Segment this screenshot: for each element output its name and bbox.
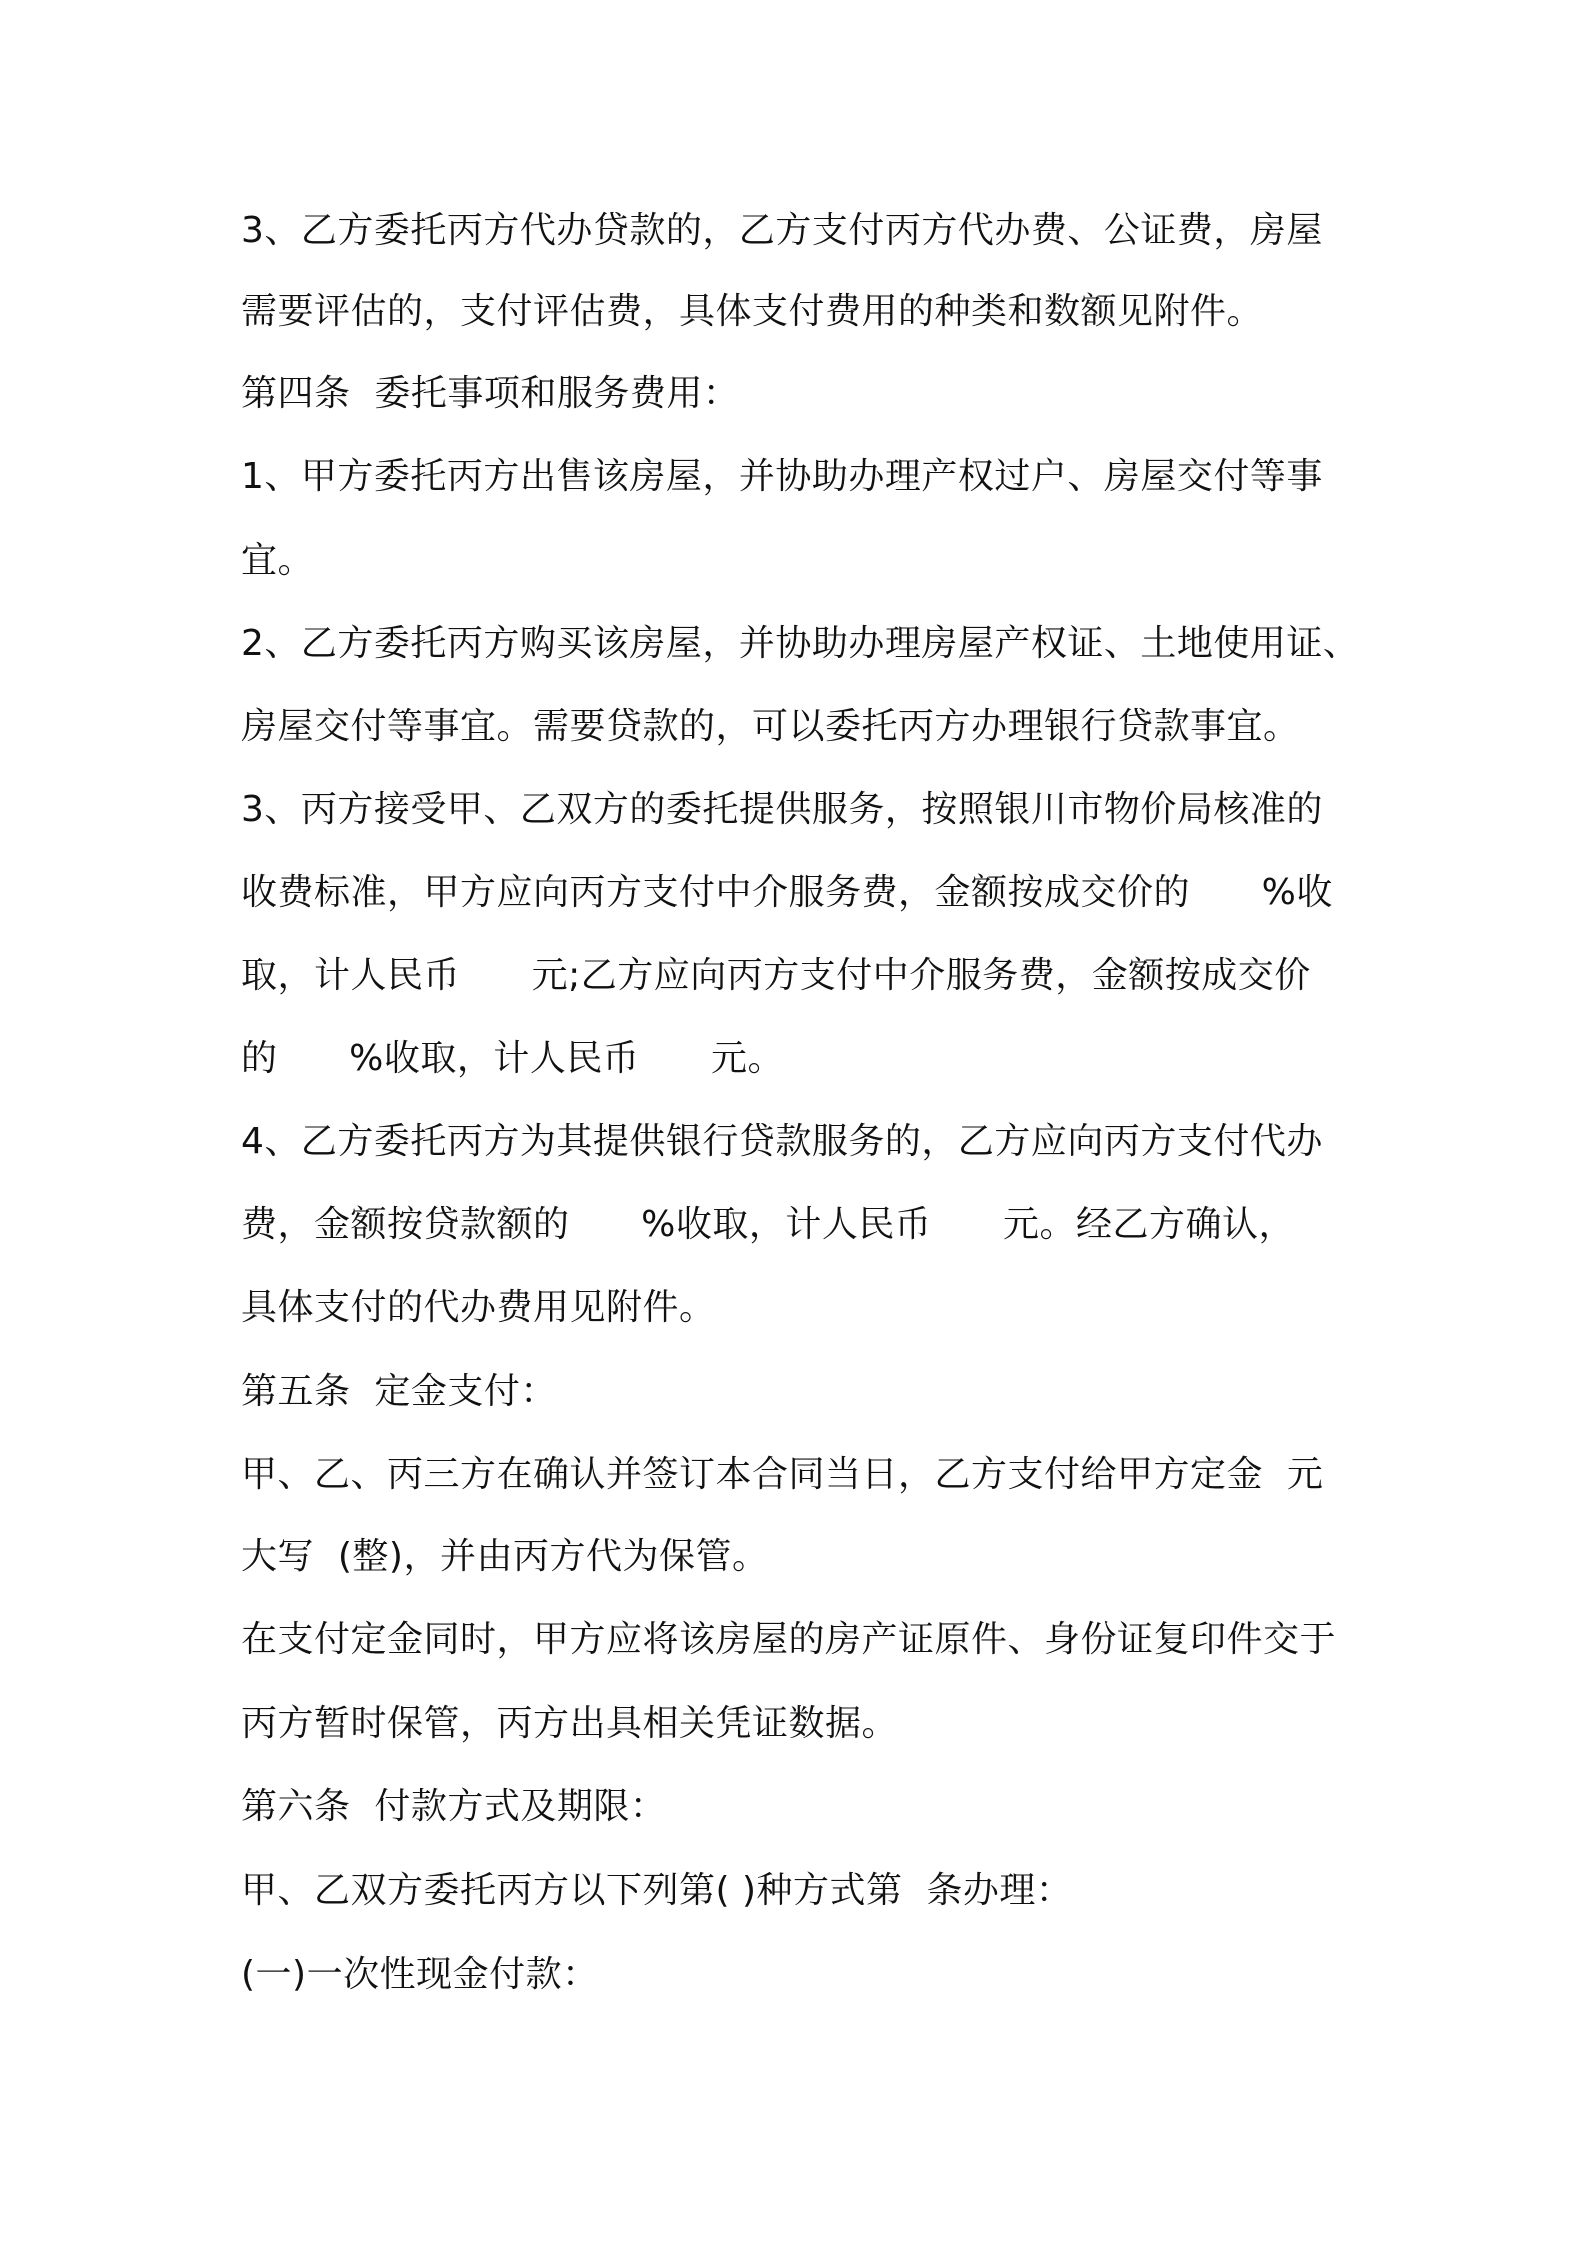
text-line: 收费标准，甲方应向丙方支付中介服务费，金额按成交价的 %收 xyxy=(241,872,1333,913)
text-line: 具体支付的代办费用见附件。 xyxy=(241,1287,716,1328)
text-line: 丙方暂时保管，丙方出具相关凭证数据。 xyxy=(241,1703,899,1744)
text-line: 宜。 xyxy=(241,540,315,581)
text-line: 甲、乙双方委托丙方以下列第( )种方式第 条办理： xyxy=(241,1870,1073,1911)
text-line: 费，金额按贷款额的 %收取，计人民币 元。经乙方确认， xyxy=(241,1204,1296,1245)
text-line: 需要评估的，支付评估费，具体支付费用的种类和数额见附件。 xyxy=(241,291,1264,332)
text-line: 4、乙方委托丙方为其提供银行贷款服务的，乙方应向丙方支付代办 xyxy=(241,1121,1323,1162)
text-line: 甲、乙、丙三方在确认并签订本合同当日，乙方支付给甲方定金 元 xyxy=(241,1454,1324,1495)
text-line: 的 %收取，计人民币 元。 xyxy=(241,1038,785,1079)
text-line: 在支付定金同时，甲方应将该房屋的房产证原件、身份证复印件交于 xyxy=(241,1619,1337,1660)
text-line: 2、乙方委托丙方购买该房屋，并协助办理房屋产权证、土地使用证、 xyxy=(241,623,1360,664)
section-heading: 第六条 付款方式及期限： xyxy=(241,1786,667,1827)
section-heading: 第五条 定金支付： xyxy=(241,1371,557,1412)
section-heading: 第四条 委托事项和服务费用： xyxy=(241,373,740,414)
text-line: 大写 (整)，并由丙方代为保管。 xyxy=(241,1536,769,1577)
text-line: 取，计人民币 元;乙方应向丙方支付中介服务费，金额按成交价 xyxy=(241,955,1311,996)
text-line: 3、丙方接受甲、乙双方的委托提供服务，按照银川市物价局核准的 xyxy=(241,789,1323,830)
text-line: 1、甲方委托丙方出售该房屋，并协助办理产权过户、房屋交付等事 xyxy=(241,456,1323,497)
text-line: 房屋交付等事宜。需要贷款的，可以委托丙方办理银行贷款事宜。 xyxy=(241,706,1300,747)
text-line: 3、乙方委托丙方代办贷款的，乙方支付丙方代办费、公证费，房屋 xyxy=(241,210,1323,251)
text-line: (一)一次性现金付款： xyxy=(241,1954,599,1995)
